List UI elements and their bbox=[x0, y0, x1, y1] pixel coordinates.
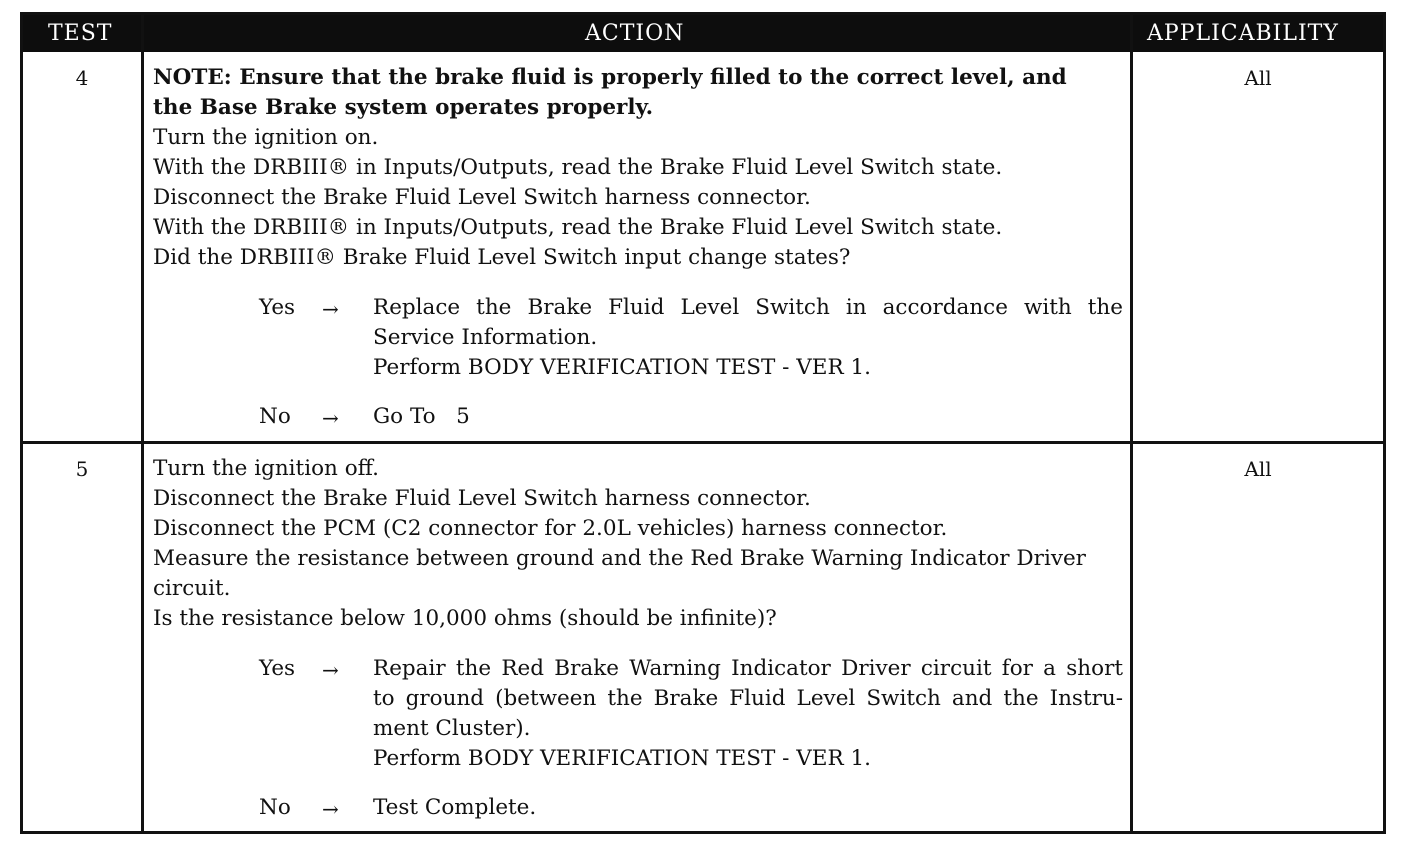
test-number: 5 bbox=[75, 457, 89, 481]
step-line: Disconnect the PCM (C2 connector for 2.0L vehicles) harness connector. bbox=[153, 516, 948, 541]
arrow-icon: → bbox=[322, 406, 339, 430]
arrow-icon: → bbox=[322, 658, 339, 682]
yes-result-line: Perform BODY VERIFICATION TEST - VER 1. bbox=[373, 746, 872, 771]
yes-label: Yes bbox=[259, 295, 296, 320]
column-divider bbox=[1130, 15, 1133, 831]
yes-result-line: Replace the Brake Fluid Level Switch in accordance with the bbox=[373, 295, 1123, 320]
no-result: Go To 5 bbox=[373, 404, 470, 429]
test-number: 4 bbox=[75, 66, 89, 90]
note-line: the Base Brake system operates properly. bbox=[153, 95, 654, 120]
step-line: With the DRBIII® in Inputs/Outputs, read the Brake Fluid Level Switch state. bbox=[153, 215, 1003, 240]
header-action: ACTION bbox=[585, 21, 685, 46]
yes-result-line: ment Cluster). bbox=[373, 716, 531, 741]
yes-result-line: Perform BODY VERIFICATION TEST - VER 1. bbox=[373, 355, 872, 380]
column-divider bbox=[141, 15, 144, 831]
row-divider bbox=[23, 441, 1383, 444]
step-line: With the DRBIII® in Inputs/Outputs, read the Brake Fluid Level Switch state. bbox=[153, 155, 1003, 180]
step-line: Measure the resistance between ground and the Red Brake Warning Indicator Driver bbox=[153, 546, 1086, 571]
header-test: TEST bbox=[48, 21, 113, 46]
yes-result-line: to ground (between the Brake Fluid Level Switch and the Instru- bbox=[373, 686, 1123, 711]
question-line: Did the DRBIII® Brake Fluid Level Switch input change states? bbox=[153, 245, 851, 270]
no-label: No bbox=[259, 404, 291, 429]
question-line: Is the resistance below 10,000 ohms (should be infinite)? bbox=[153, 606, 777, 631]
step-line: circuit. bbox=[153, 576, 231, 601]
diagnostic-table bbox=[20, 12, 1386, 834]
applicability-value: All bbox=[1244, 66, 1272, 90]
step-line: Turn the ignition off. bbox=[153, 456, 379, 481]
applicability-value: All bbox=[1244, 457, 1272, 481]
no-label: No bbox=[259, 795, 291, 820]
table-header bbox=[23, 15, 1383, 52]
step-line: Turn the ignition on. bbox=[153, 125, 379, 150]
arrow-icon: → bbox=[322, 297, 339, 321]
yes-result-line: Repair the Red Brake Warning Indicator Driver circuit for a short bbox=[373, 656, 1123, 681]
yes-label: Yes bbox=[259, 656, 296, 681]
yes-result-line: Service Information. bbox=[373, 325, 598, 350]
note-line: NOTE: Ensure that the brake fluid is properly filled to the correct level, and bbox=[153, 65, 1067, 90]
step-line: Disconnect the Brake Fluid Level Switch harness connector. bbox=[153, 486, 811, 511]
header-applicability: APPLICABILITY bbox=[1147, 21, 1339, 46]
no-result: Test Complete. bbox=[373, 795, 537, 820]
arrow-icon: → bbox=[322, 797, 339, 821]
step-line: Disconnect the Brake Fluid Level Switch harness connector. bbox=[153, 185, 811, 210]
